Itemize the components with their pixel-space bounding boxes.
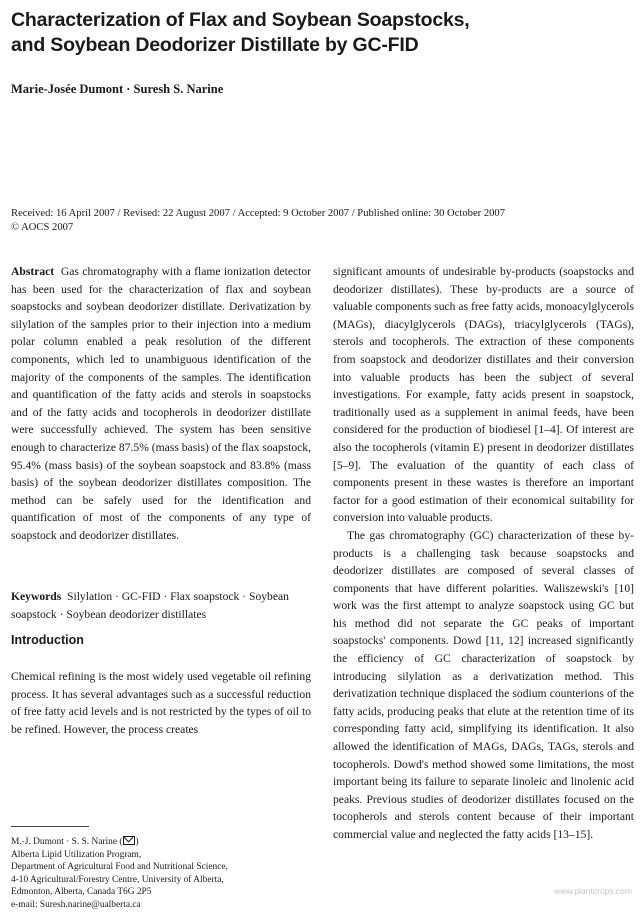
title-line-1: Characterization of Flax and Soybean Soapstocks,: [11, 9, 470, 31]
copyright-line: © AOCS 2007: [11, 222, 74, 233]
footnote-divider: [11, 826, 89, 827]
affiliation-names: M.-J. Dumont · S. S. Narine ( ): [11, 837, 139, 847]
keywords-label: Keywords: [11, 590, 62, 603]
introduction-text: Chemical refining is the most widely used vegetable oil refining process. It has several advantages such as a successful reduction of free fatty acid levels and is not restricted by the types of oil to be refined. However, the process creates: [11, 670, 311, 736]
history-dates: Received: 16 April 2007 / Revised: 22 August 2007 / Accepted: 9 October 2007 / Published online: 30 October 2007: [11, 208, 506, 219]
abstract-block: [11, 263, 311, 545]
keywords-block: [11, 588, 311, 623]
paper-title: [11, 8, 611, 58]
affiliation-email[interactable]: e-mail: Suresh.narine@ualberta.ca: [11, 899, 141, 910]
body-paragraph-2: The gas chromatography (GC) characterization of these by-products is a challenging task because soapstocks and deodorizer distillates are composed of several classes of components that have different polarities. Waliszewski's [10] work was the first attempt to analyze soapstock using GC but his method did not separate the GC peaks of important soapstocks' components. Dowd [11, 12] increased significantly the efficiency of GC characterization of soapstock by introducing silylation as a derivatization method. This derivatization technique displaced the sodium counterions of the fatty acids, producing peaks that elute at the retention time of its corresponding fatty acid, simplifying its identification. It also allowed the identification of MAGs, DAGs, TAGs, sterols and tocopherols. Dowd's method showed some limitations, the most important being its failure to separate linoleic and linolenic acid peaks. Previous studies of deodorizer distillates focused on the tocopherols and sterols content because of their important commercial value and neglected the fatty acids [13–15].: [333, 528, 634, 841]
author-affiliation: [11, 836, 228, 912]
introduction-heading: Introduction: [11, 633, 84, 647]
abstract-text: Gas chromatography with a flame ionization detector has been used for the characterization of flax and soybean soapstocks and soybean deodorizer distillate. Derivatization by silylation of the samples prior to their injection into a medium polar column enabled a peak resolution of the different components, which led to unambiguous identification of the majority of the components of the samples. The identification and quantification of the fatty acids and sterols in soapstocks and of the fatty acids and tocopherols in deodorizer distillate were successfully achieved. The system has been sensitive enough to characterize 87.5% (mass basis) of the flax soapstock, 95.4% (mass basis) of the soybean soapstock and 83.8% (mass basis) of the soybean deodorizer distillates composition. The method can be safely used for the identification and quantification of most of the components of any type of soapstock and deodorizer distillates.: [11, 265, 311, 542]
right-column: [333, 263, 634, 844]
affiliation-line-3: 4-10 Agricultural/Forestry Centre, University of Alberta,: [11, 874, 224, 885]
envelope-icon: [123, 836, 135, 845]
publication-dates: [11, 207, 505, 235]
affiliation-line-4: Edmonton, Alberta, Canada T6G 2P5: [11, 887, 152, 898]
affiliation-line-2: Department of Agricultural Food and Nutritional Science,: [11, 862, 228, 873]
keywords-text: Silylation · GC-FID · Flax soapstock · Soybean soapstock · Soybean deodorizer distillates: [11, 590, 289, 621]
title-line-2: and Soybean Deodorizer Distillate by GC-FID: [11, 34, 419, 56]
abstract-label: Abstract: [11, 265, 55, 278]
author-list: Marie-Josée Dumont · Suresh S. Narine: [11, 82, 224, 96]
affiliation-line-1: Alberta Lipid Utilization Program,: [11, 849, 142, 860]
watermark: www.plantcrops.com: [554, 886, 632, 896]
body-paragraph-1: significant amounts of undesirable by-products (soapstocks and deodorizer distillates). These by-products are a source of valuable components such as free fatty acids, monoacylglycerols (MAGs), diacylglycerols (DAGs), triacylglycerols (TAGs), sterols and tocopherols. The extraction of these components from soapstock and deodorizer distillates and their conversion into valuable products has been the subject of several investigations. For example, fatty acids present in soapstock, traditionally used as a supplement in animal feeds, have been considered for the production of biodiesel [1–4]. Of interest are also the tocopherols (vitamin E) present in deodorizer distillates [5–9]. The evaluation of the quantity of each class of components present in these wastes is therefore an important factor for a good estimation of their economical suitability for conversion into valuable products.: [333, 265, 634, 525]
